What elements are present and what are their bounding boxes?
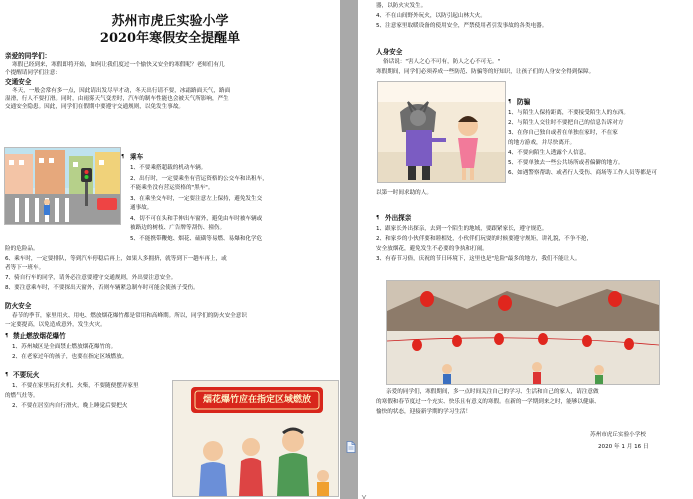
paragraph-line: 冬天，一般会常有多一点，因此请出发尽早才动，冬天出行请不要，冰霜路面天气，路面: [12, 88, 231, 94]
bullet-icon: ¶: [508, 99, 512, 105]
document-icon[interactable]: [346, 438, 356, 450]
document-page-left: [0, 0, 340, 499]
list-item: 1、不要在家里玩打火机、火柴，不要随便摆弄家里: [12, 383, 139, 389]
section-heading-fire: 防火安全: [5, 302, 32, 310]
paragraph-line: 寒假期间，同学们必须养成一些防范、防骗等的好知识，让孩子们的人身安全得到保障。: [376, 69, 595, 75]
list-item: 1、不要乘搭超载的机动车辆。: [130, 165, 207, 171]
list-item: 1、苏州城区是全面禁止燃放烟花爆竹的。: [12, 344, 117, 350]
list-item: 者等下一班车。: [5, 265, 45, 271]
list-item: 5、不能携带鞭炮、烟花、硫磺等易燃、易爆和化学危: [130, 236, 263, 242]
list-item: 2、出行时，一定要乘坐有营运资格的公交车和出租车，: [130, 176, 268, 182]
list-item: 7、骑自行车的同学，请务必注意要遵守交通规则，外出要注意安全。: [5, 275, 177, 281]
list-item: 通事故。: [130, 205, 153, 211]
list-item: 的地方游戏，并尽快离开。: [508, 140, 576, 146]
paragraph-line: 俗话说："害人之心不可有，防人之心不可无。": [383, 59, 501, 65]
intro-line: 个提醒请同学们注意：: [5, 70, 61, 76]
list-item: 安全放烟花，避免发生不必要的争执和打闹。: [376, 246, 488, 252]
list-item: 险的危险品。: [5, 246, 39, 252]
doc-title-school: 苏州市虎丘实验小学: [111, 14, 229, 29]
subheading-nofire: 不要玩火: [13, 371, 40, 379]
list-item: 2、不要在居室内自行滑火，晚上睡觉后要把火: [12, 403, 128, 409]
subheading-fireworks: 禁止燃放烟花爆竹: [13, 332, 66, 340]
list-item: 以第一时间求助的人。: [376, 190, 432, 196]
paragraph-line: 交通安全隐患。因此，同学们在假期中要遵守交通规则，以免发生事故。: [5, 104, 185, 110]
scissors-icon: [360, 488, 368, 496]
list-item: 1、跟家长外出探亲，去到一个陌生的地域，要跟紧家长，遵守规范。: [376, 226, 548, 232]
signature-date: 2020 年 1 月 16 日: [598, 444, 649, 450]
list-item: 1、与陌生人保持距离，不要接受陌生人的东西。: [508, 110, 630, 116]
list-item: 6、乘车时，一定要排队，等到汽车停稳后再上，如果人多拥挤，就等到下一趟车再上，或: [5, 256, 227, 262]
doc-title-main: 2020年寒假安全提醒单: [99, 31, 241, 46]
list-item: 8、要注意乘车时，不要探出天窗外，否则车辆紧急制车时可能会使孩子受伤。: [5, 285, 199, 291]
list-item: 4、切不可在头和手伸出车窗外，避免由车时被车辆或: [130, 216, 263, 222]
subheading-ride: 乘车: [130, 153, 144, 161]
subheading-outing: 外出探亲: [385, 214, 412, 222]
paragraph-line: 湿滑，行人不要打滑。同时，由雨雾天气变差时，汽车的制车性能也会被天气所影响，严生: [5, 96, 229, 102]
list-item: 2、与陌生人交往时不要把自己的信息告诉对方: [508, 120, 624, 126]
list-item: 3、有春节习俗，庆祝的节日环境下，这里也是"危险"最多的地方，我们不能让人。: [376, 256, 581, 262]
traffic-illustration: [4, 147, 121, 225]
section-heading-person: 人身安全: [376, 48, 403, 56]
paragraph-line: 一定要提高，以免造成意外，发生火灾。: [5, 322, 106, 328]
bullet-icon: ¶: [5, 372, 9, 378]
list-item: 6、如遇警察帮助、或者行人受伤、商场等工作人员等都是可: [508, 170, 657, 176]
paragraph-line: 春节的季节，家里用火、用电、燃放烟花爆竹都是常用和高峰期。所以，同学们的防火安全意识: [12, 313, 247, 319]
closing-line: 亲爱的同学们，寒假期间，多一点时间关注自己的学习、生活和自己的家人，请注意做: [386, 389, 599, 395]
intro-line: 寒假已经到来，寒假即将开始，如何让我们度过一个愉快又安全的寒假呢？老师们有几: [12, 62, 225, 68]
list-item: 不能乘坐没有营运资格的"黑车"。: [130, 185, 214, 191]
list-item: 5、不要单独去一些公共场所或者偏僻的地方。: [508, 160, 624, 166]
list-item: 3、在乘坐交车时，一定要注意左上保持，避免发生交: [130, 196, 263, 202]
list-item: 4、不在山间野外玩火，以防引起山林大火。: [376, 13, 486, 19]
bullet-icon: ¶: [376, 215, 380, 221]
banner-text: 烟花爆竹应在指定区域燃放: [202, 395, 311, 405]
greeting: 亲爱的同学们：: [5, 52, 52, 60]
paragraph-line: 器，以防火灾发生。: [376, 3, 427, 9]
signature-school: 苏州市虎丘实验小学校: [590, 432, 646, 438]
list-item: 3、在你自己独自或者在单独在家时，不在家: [508, 130, 618, 136]
fireworks-illustration: [172, 380, 339, 497]
section-heading-traffic: 交通安全: [5, 78, 32, 86]
list-item: 2、和家乡的小伙伴要和睦相处，小伙伴们玩耍的时候要遵守规矩，讲礼貌，不争不抢，: [376, 236, 593, 242]
bullet-icon: ¶: [121, 154, 125, 160]
list-item: 4、不要向陌生人透露个人信息。: [508, 150, 590, 156]
list-item: 5、注意家里取暖设备的使用安全，严禁使用者引发事故的各类电器。: [376, 23, 548, 29]
document-page-right: [358, 0, 693, 499]
stranger-danger-illustration: [377, 81, 506, 183]
new-year-street-illustration: [386, 280, 660, 385]
subheading-fraud: 防骗: [517, 98, 531, 106]
list-item: 被路边的树枝、广告牌等刮伤、撞伤。: [130, 225, 226, 231]
list-item: 的燃气灶等。: [5, 393, 39, 399]
closing-line: 愉快的状态，迎接新学期的学习生活！: [376, 409, 472, 415]
bullet-icon: ¶: [5, 333, 9, 339]
list-item: 2、在老家过年的孩子，也要在指定区域燃放。: [12, 354, 128, 360]
closing-line: 的寒假和春节度过一个充实、快乐且有意义的寒假。在新的一学期到来之时，能够以健康、: [376, 399, 600, 405]
